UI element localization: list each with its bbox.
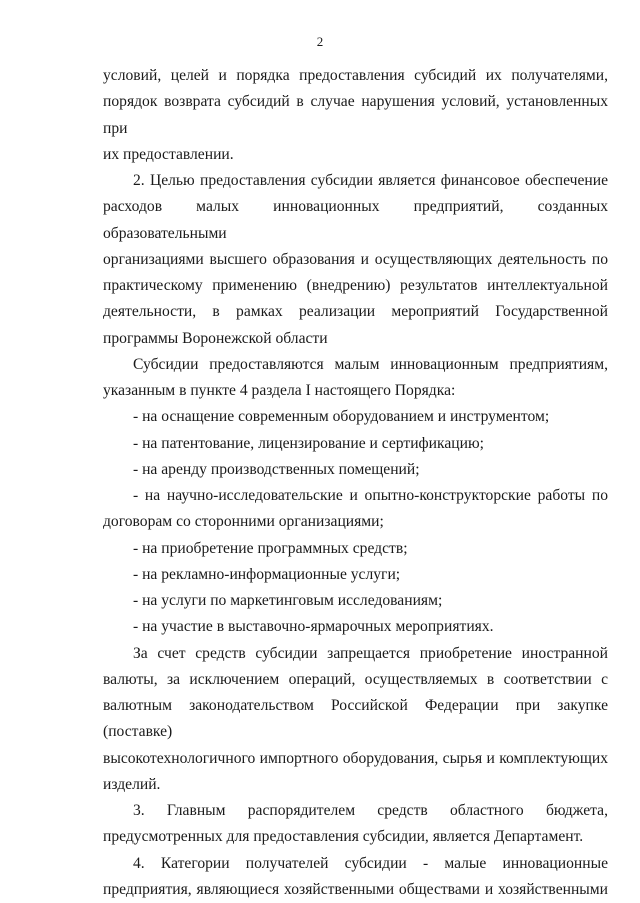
- text-line: - на оснащение современным оборудованием и инструментом;: [103, 404, 608, 430]
- paragraph: [103, 63, 608, 168]
- text-line: программы Воронежской области: [103, 326, 608, 352]
- text-line: изделий.: [103, 772, 608, 798]
- text-line: расходов малых инновационных предприятий, созданных образовательными: [103, 194, 608, 247]
- text-line: валютным законодательством Российской Федерации при закупке (поставке): [103, 693, 608, 746]
- paragraph: [103, 641, 608, 799]
- list-item: [103, 483, 608, 536]
- list-item: [103, 457, 608, 483]
- text-line: предприятия, являющиеся хозяйственными обществами и хозяйственными: [103, 877, 608, 903]
- list-item: [103, 404, 608, 430]
- text-line: валюты, за исключением операций, осуществляемых в соответствии с: [103, 667, 608, 693]
- text-line: - на патентование, лицензирование и сертификацию;: [103, 431, 608, 457]
- text-line: - на научно-исследовательские и опытно-конструкторские работы по: [103, 483, 608, 509]
- text-line: 3. Главным распорядителем средств областного бюджета,: [103, 798, 608, 824]
- text-line: их предоставлении.: [103, 142, 608, 168]
- list-item: [103, 588, 608, 614]
- paragraph: [103, 168, 608, 352]
- text-line: порядок возврата субсидий в случае нарушения условий, установленных при: [103, 89, 608, 142]
- text-line: высокотехнологичного импортного оборудования, сырья и комплектующих: [103, 746, 608, 772]
- text-line: - на услуги по маркетинговым исследованиям;: [103, 588, 608, 614]
- text-line: - на аренду производственных помещений;: [103, 457, 608, 483]
- list-item: [103, 614, 608, 640]
- text-line: указанным в пункте 4 раздела I настоящего Порядка:: [103, 378, 608, 404]
- list-item: [103, 431, 608, 457]
- text-line: организациями высшего образования и осуществляющих деятельность по: [103, 247, 608, 273]
- text-line: За счет средств субсидии запрещается приобретение иностранной: [103, 641, 608, 667]
- paragraph: [103, 798, 608, 851]
- list-item: [103, 536, 608, 562]
- text-line: практическому применению (внедрению) результатов интеллектуальной: [103, 273, 608, 299]
- paragraph: [103, 851, 608, 903]
- document-body: [103, 63, 608, 903]
- text-line: - на участие в выставочно-ярмарочных мероприятиях.: [103, 614, 608, 640]
- text-line: - на рекламно-информационные услуги;: [103, 562, 608, 588]
- text-line: деятельности, в рамках реализации мероприятий Государственной: [103, 299, 608, 325]
- text-line: 2. Целью предоставления субсидии является финансовое обеспечение: [103, 168, 608, 194]
- text-line: условий, целей и порядка предоставления субсидий их получателями,: [103, 63, 608, 89]
- text-line: предусмотренных для предоставления субсидии, является Департамент.: [103, 824, 608, 850]
- text-line: - на приобретение программных средств;: [103, 536, 608, 562]
- text-line: договорам со сторонними организациями;: [103, 509, 608, 535]
- list-item: [103, 562, 608, 588]
- text-line: 4. Категории получателей субсидии - малые инновационные: [103, 851, 608, 877]
- text-line: Субсидии предоставляются малым инновационным предприятиям,: [103, 352, 608, 378]
- page-number: 2: [0, 34, 640, 50]
- paragraph: [103, 352, 608, 405]
